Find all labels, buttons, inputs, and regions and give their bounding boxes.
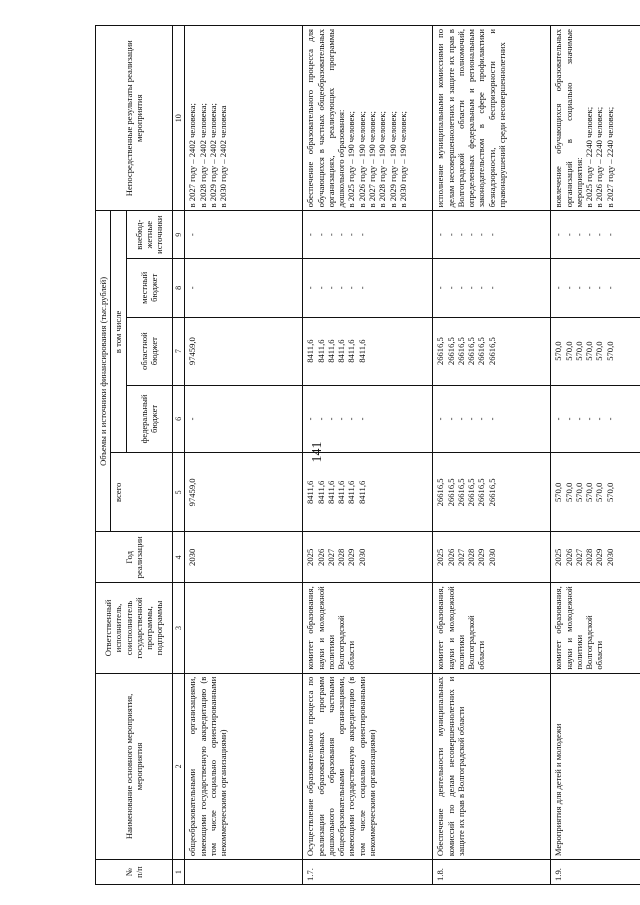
federal-cell-value: - bbox=[553, 417, 564, 421]
extra-cell-value: - bbox=[305, 233, 316, 237]
year-cell-value: 2029 bbox=[476, 548, 487, 566]
federal-cell-value: - bbox=[584, 417, 595, 421]
regional-cell bbox=[303, 317, 433, 385]
total-cell bbox=[433, 453, 551, 532]
local-cell bbox=[303, 258, 433, 317]
header-executor: Ответственный исполнитель, соисполнитель государственной программы, подпрограммы bbox=[96, 583, 173, 673]
regional-cell-value: 570,0 bbox=[584, 341, 595, 361]
year-cell bbox=[551, 532, 640, 583]
federal-cell-value: - bbox=[325, 417, 336, 421]
federal-cell-value: - bbox=[187, 417, 198, 421]
col-number: 3 bbox=[172, 583, 185, 673]
regional-cell-value: 8411,6 bbox=[325, 339, 336, 363]
year-cell-value: 2027 bbox=[573, 548, 584, 566]
year-cell bbox=[303, 532, 433, 583]
extra-cell bbox=[433, 211, 551, 259]
total-cell-value: 26616,5 bbox=[445, 478, 456, 507]
extra-cell-value: - bbox=[476, 233, 487, 237]
extra-cell-value: - bbox=[573, 233, 584, 237]
regional-cell-value: 570,0 bbox=[553, 341, 564, 361]
year-cell-value: 2025 bbox=[553, 548, 564, 566]
regional-cell bbox=[551, 317, 640, 385]
total-cell-value: 570,0 bbox=[573, 482, 584, 503]
extra-cell-value: - bbox=[604, 233, 615, 237]
extra-cell-value: - bbox=[455, 233, 466, 237]
extra-cell-value: - bbox=[445, 233, 456, 237]
local-cell-value: - bbox=[325, 286, 336, 290]
table-row bbox=[185, 26, 303, 885]
total-cell-value: 570,0 bbox=[563, 482, 574, 503]
extra-cell-value: - bbox=[553, 233, 564, 237]
executor: комитет образования, науки и молодежной политики Волгоградской области bbox=[303, 583, 433, 673]
local-cell-value: - bbox=[604, 286, 615, 290]
funding-table bbox=[95, 25, 640, 885]
local-cell-value: - bbox=[553, 286, 564, 290]
col-number: 2 bbox=[172, 673, 185, 859]
year-cell-value: 2025 bbox=[435, 548, 446, 566]
header-federal: федеральный бюджет bbox=[126, 385, 172, 453]
extra-cell-value: - bbox=[486, 233, 497, 237]
measure-name: Осуществление образовательного процесса по реализации образовательных программ дошкольного образования частными общеобразовательными организациями, имеющими государственную аккредитацию (в том числе социально ориентированными некоммерческими организациями) bbox=[303, 673, 433, 859]
federal-cell-value: - bbox=[476, 417, 487, 421]
extra-cell bbox=[551, 211, 640, 259]
col-number: 9 bbox=[172, 211, 185, 259]
column-number-row bbox=[172, 26, 185, 885]
local-cell-value: - bbox=[336, 286, 347, 290]
header-extrabudget: внебюд-жетные источники bbox=[126, 211, 172, 259]
year-cell-value: 2026 bbox=[315, 548, 326, 566]
federal-cell-value: - bbox=[315, 417, 326, 421]
local-cell-value: - bbox=[435, 286, 446, 290]
total-cell-value: 26616,5 bbox=[455, 478, 466, 507]
federal-cell bbox=[433, 385, 551, 453]
federal-cell-value: - bbox=[445, 417, 456, 421]
local-cell-value: - bbox=[305, 286, 316, 290]
row-number: 1.8. bbox=[433, 860, 551, 885]
regional-cell-value: 8411,6 bbox=[305, 339, 316, 363]
regional-cell-value: 8411,6 bbox=[356, 339, 367, 363]
regional-cell-value: 26616,5 bbox=[466, 337, 477, 366]
executor: комитет образования, науки и молодежной политики Волгоградской области bbox=[433, 583, 551, 673]
extra-cell-value: - bbox=[315, 233, 326, 237]
regional-cell-value: 570,0 bbox=[563, 341, 574, 361]
local-cell-value: - bbox=[573, 286, 584, 290]
regional-cell-value: 570,0 bbox=[573, 341, 584, 361]
extra-cell-value: - bbox=[563, 233, 574, 237]
federal-cell-value: - bbox=[594, 417, 605, 421]
col-number: 7 bbox=[172, 317, 185, 385]
regional-cell bbox=[433, 317, 551, 385]
total-cell-value: 8411,6 bbox=[305, 480, 316, 505]
year-cell-value: 2030 bbox=[356, 548, 367, 566]
federal-cell-value: - bbox=[573, 417, 584, 421]
regional-cell-value: 26616,5 bbox=[445, 337, 456, 366]
table-row bbox=[551, 26, 640, 885]
local-cell-value: - bbox=[187, 286, 198, 290]
extra-cell-value: - bbox=[584, 233, 595, 237]
extra-cell bbox=[303, 211, 433, 259]
extra-cell-value: - bbox=[435, 233, 446, 237]
total-cell bbox=[303, 453, 433, 532]
federal-cell bbox=[551, 385, 640, 453]
total-cell-value: 570,0 bbox=[584, 482, 595, 503]
federal-cell-value: - bbox=[435, 417, 446, 421]
federal-cell-value: - bbox=[336, 417, 347, 421]
federal-cell-value: - bbox=[486, 417, 497, 421]
local-cell-value: - bbox=[455, 286, 466, 290]
result-cell: вовлечение обучающихся образовательных организаций в социально значимые мероприятия: в 2025 году – 2240 человек; в 2026 году – 2240 человек; в 2027 году – 2240 человек; bbox=[551, 26, 640, 211]
result-cell: исполнение муниципальными комиссиями по делам несовершеннолетних и защите их прав в Волгоградской области полномочий, определенных федеральным и региональным законодательством в сфере профилактики безнадзорности, беспризорности и правонарушений среди несовершеннолетних bbox=[433, 26, 551, 211]
extra-cell-value: - bbox=[356, 233, 367, 237]
local-cell-value: - bbox=[466, 286, 477, 290]
header-regional: областной бюджет bbox=[126, 317, 172, 385]
total-cell-value: 26616,5 bbox=[476, 478, 487, 507]
header-name: Наименование основного мероприятия, мероприятия bbox=[96, 673, 173, 859]
local-cell bbox=[551, 258, 640, 317]
total-cell-value: 8411,6 bbox=[325, 480, 336, 505]
regional-cell-value: 97459,0 bbox=[187, 337, 198, 366]
federal-cell-value: - bbox=[356, 417, 367, 421]
regional-cell-value: 26616,5 bbox=[435, 337, 446, 366]
measure-name: Обеспечение деятельности муниципальных комиссий по делам несовершеннолетних и защите их прав в Волгоградской области bbox=[433, 673, 551, 859]
result-cell: обеспечение образовательного процесса для обучающихся в частных общеобразовательных организациях, реализующих программы дошкольного образования: в 2025 году – 190 человек; в 2026 году – 190 человек; в 2027 году – 190 человек; в 2028 году – 190 человек; в 2029 году – 190 человек; в 2030 году – 190 человек; bbox=[303, 26, 433, 211]
local-cell-value: - bbox=[356, 286, 367, 290]
header-total: всего bbox=[111, 453, 172, 532]
regional-cell bbox=[185, 317, 303, 385]
executor: комитет образования, науки и молодежной политики Волгоградской области bbox=[551, 583, 640, 673]
year-cell-value: 2028 bbox=[584, 548, 595, 566]
header-local: местный бюджет bbox=[126, 258, 172, 317]
regional-cell-value: 570,0 bbox=[594, 341, 605, 361]
table-row bbox=[303, 26, 433, 885]
total-cell-value: 26616,5 bbox=[435, 478, 446, 507]
federal-cell bbox=[303, 385, 433, 453]
local-cell-value: - bbox=[563, 286, 574, 290]
extra-cell-value: - bbox=[346, 233, 357, 237]
year-cell-value: 2029 bbox=[346, 548, 357, 566]
executor bbox=[185, 583, 303, 673]
local-cell-value: - bbox=[346, 286, 357, 290]
local-cell-value: - bbox=[486, 286, 497, 290]
measure-name: общеобразовательными организациями, имеющими государственную аккредитацию (в том числе социально ориентированными некоммерческими организациями) bbox=[185, 673, 303, 859]
local-cell-value: - bbox=[445, 286, 456, 290]
header-funding: Объемы и источники финансирования (тыс.рублей) bbox=[96, 211, 111, 532]
federal-cell-value: - bbox=[305, 417, 316, 421]
year-cell bbox=[185, 532, 303, 583]
year-cell-value: 2027 bbox=[455, 548, 466, 566]
year-cell-value: 2030 bbox=[486, 548, 497, 566]
extra-cell-value: - bbox=[466, 233, 477, 237]
regional-cell-value: 8411,6 bbox=[336, 339, 347, 363]
header-year: Год реализации bbox=[96, 532, 173, 583]
regional-cell-value: 26616,5 bbox=[486, 337, 497, 366]
regional-cell-value: 26616,5 bbox=[476, 337, 487, 366]
total-cell-value: 8411,6 bbox=[356, 480, 367, 505]
row-number: 1.9. bbox=[551, 860, 640, 885]
row-number: 1.7. bbox=[303, 860, 433, 885]
local-cell-value: - bbox=[584, 286, 595, 290]
local-cell-value: - bbox=[476, 286, 487, 290]
extra-cell bbox=[185, 211, 303, 259]
col-number: 4 bbox=[172, 532, 185, 583]
local-cell-value: - bbox=[315, 286, 326, 290]
measure-name: Мероприятия для детей и молодежи bbox=[551, 673, 640, 859]
total-cell-value: 97459,0 bbox=[187, 478, 198, 507]
regional-cell-value: 8411,6 bbox=[346, 339, 357, 363]
extra-cell-value: - bbox=[594, 233, 605, 237]
year-cell-value: 2026 bbox=[445, 548, 456, 566]
year-cell-value: 2028 bbox=[466, 548, 477, 566]
col-number: 5 bbox=[172, 453, 185, 532]
extra-cell-value: - bbox=[336, 233, 347, 237]
col-number: 6 bbox=[172, 385, 185, 453]
year-cell-value: 2029 bbox=[594, 548, 605, 566]
extra-cell-value: - bbox=[325, 233, 336, 237]
federal-cell-value: - bbox=[604, 417, 615, 421]
federal-cell-value: - bbox=[466, 417, 477, 421]
col-number: 8 bbox=[172, 258, 185, 317]
year-cell-value: 2025 bbox=[305, 548, 316, 566]
year-cell-value: 2028 bbox=[336, 548, 347, 566]
regional-cell-value: 570,0 bbox=[604, 341, 615, 361]
year-cell-value: 2030 bbox=[604, 548, 615, 566]
row-number bbox=[185, 860, 303, 885]
result-cell: в 2027 году – 2402 человека; в 2028 году – 2402 человека; в 2029 году – 2402 человека; в 2030 году – 2402 человека bbox=[185, 26, 303, 211]
col-number: 1 bbox=[172, 860, 185, 885]
total-cell-value: 570,0 bbox=[553, 482, 564, 503]
year-cell-value: 2027 bbox=[325, 548, 336, 566]
total-cell-value: 8411,6 bbox=[336, 480, 347, 505]
total-cell-value: 8411,6 bbox=[315, 480, 326, 505]
header-including: в том числе bbox=[111, 211, 126, 453]
total-cell-value: 570,0 bbox=[604, 482, 615, 503]
col-number: 10 bbox=[172, 26, 185, 211]
page-number: 141 bbox=[310, 441, 325, 463]
total-cell bbox=[551, 453, 640, 532]
total-cell-value: 26616,5 bbox=[486, 478, 497, 507]
rotated-page bbox=[95, 25, 615, 885]
federal-cell bbox=[185, 385, 303, 453]
year-cell-value: 2030 bbox=[187, 548, 198, 566]
header-no: № п/п bbox=[96, 860, 173, 885]
local-cell-value: - bbox=[594, 286, 605, 290]
total-cell-value: 570,0 bbox=[594, 482, 605, 503]
federal-cell-value: - bbox=[346, 417, 357, 421]
total-cell-value: 8411,6 bbox=[346, 480, 357, 505]
header-result: Непосредственные результаты реализации мероприятия bbox=[96, 26, 173, 211]
extra-cell-value: - bbox=[187, 233, 198, 237]
regional-cell-value: 26616,5 bbox=[455, 337, 466, 366]
federal-cell-value: - bbox=[455, 417, 466, 421]
total-cell bbox=[185, 453, 303, 532]
year-cell-value: 2026 bbox=[563, 548, 574, 566]
federal-cell-value: - bbox=[563, 417, 574, 421]
table-row bbox=[433, 26, 551, 885]
local-cell bbox=[433, 258, 551, 317]
regional-cell-value: 8411,6 bbox=[315, 339, 326, 363]
local-cell bbox=[185, 258, 303, 317]
year-cell bbox=[433, 532, 551, 583]
total-cell-value: 26616,5 bbox=[466, 478, 477, 507]
